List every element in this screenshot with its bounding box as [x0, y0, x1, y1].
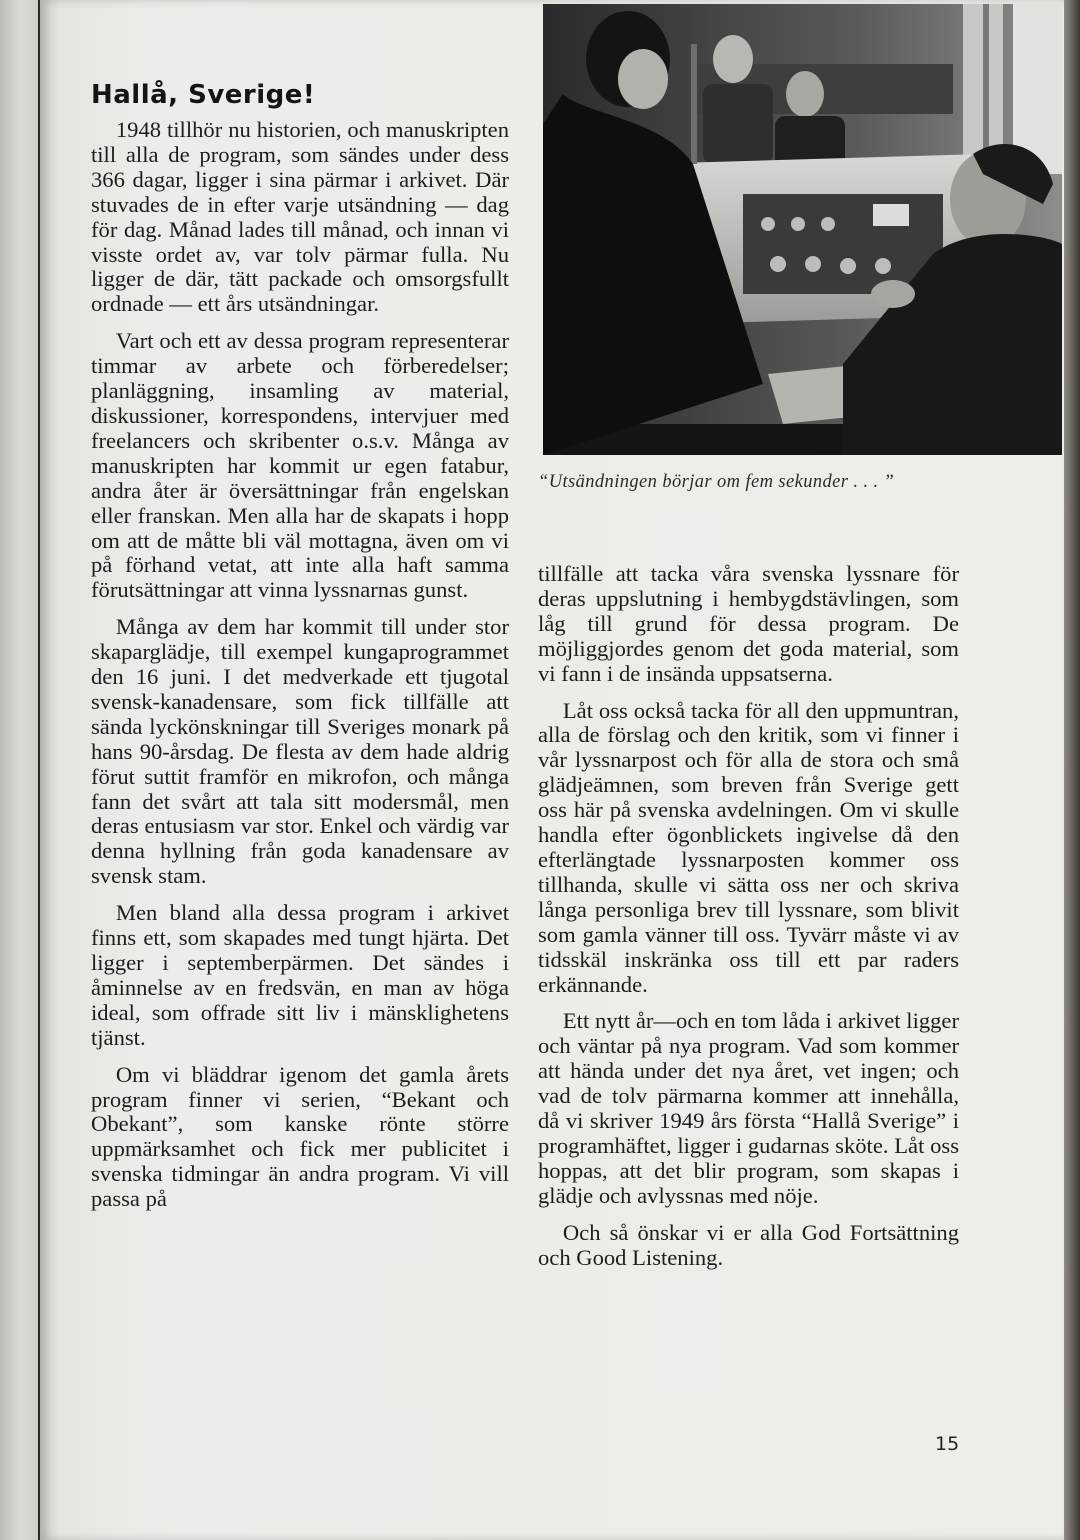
paragraph: Många av dem har kommit till under stor skaparglädje, till exempel kungaprogrammet den 16 juni. I det medverkade ett tjugotal svensk-kanadensare, som fick tillfälle att sända lyckönskningar till Sveriges monark på hans 90-årsdag. De flesta av dem hade aldrig förut suttit framför en mikrofon, och många fann det svårt att tala sitt modersmål, men deras entusiasm var stor. Enkel och värdig var denna hyllning från goda kanadensare av svensk stam. — [91, 614, 509, 889]
previous-page-edge — [0, 0, 38, 1540]
left-text-column — [91, 118, 509, 1224]
page-number: 15 — [935, 1433, 960, 1455]
photo-caption: “Utsändningen börjar om fem sekunder . . . ” — [538, 472, 895, 492]
magazine-page — [40, 0, 1064, 1540]
paragraph: Om vi bläddrar igenom det gamla årets program finner vi serien, “Bekant och Obekant”, som kanske rönte större uppmärksamhet och fick mer publicitet i svenska tidmingar än andra program. Vi vill passa på — [91, 1061, 509, 1212]
paragraph: Vart och ett av dessa program representerar timmar av arbete och förberedelser; planläggning, insamling av material, diskussioner, korrespondens, intervjuer med freelancers och skribenter o.s.v. Många av manuskripten har kommit ur egen fatabur, andra åter är översättningar från engelskan eller franskan. Men alla har de skapats i hopp om att de måtte bli väl mottagna, även om vi på förhand vetat, att inte alla haft samma förutsättningar att vinna lyssnarnas gunst. — [91, 328, 509, 603]
right-text-column — [538, 562, 959, 1282]
paragraph: 1948 tillhör nu historien, och manuskripten till alla de program, som sändes under dess 366 dagar, ligger i sina pärmar i arkivet. Där stuvades de in efter varje utsändning — dag för dag. Månad lades till månad, och innan vi visste ordet av, var tolv pärmar fulla. Nu ligger de där, tätt packade och omsorgsfullt ordnade — ett års utsändningar. — [91, 117, 509, 317]
paragraph: Och så önskar vi er alla God Fortsättning och Good Listening. — [538, 1219, 959, 1270]
paragraph: tillfälle att tacka våra svenska lyssnare för deras uppslutning i hembygdstävlingen, som låg till grund för dessa program. De möjliggjordes genom det goda material, som vi fann i de insända uppsatserna. — [538, 561, 959, 686]
article-title: Hallå, Sverige! — [91, 80, 316, 110]
paragraph: Men bland alla dessa program i arkivet finns ett, som skapades med tungt hjärta. Det ligger i septemberpärmen. Det sändes i åminnelse av en fredsvän, en man av höga ideal, som offrade sitt liv i mänsklighetens tjänst. — [91, 900, 509, 1050]
photo-illustration — [543, 4, 1062, 455]
paragraph: Ett nytt år—och en tom låda i arkivet ligger och väntar på nya program. Vad som kommer att hända under det nya året, vet ingen; och vad de tolv pärmarna kommer att innehålla, då vi skriver 1949 års första “Hallå Sverige” i programhäftet, ligger i gudarnas sköte. Låt oss hoppas, att det blir program, som skapas i glädje och avlyssnas med nöje. — [538, 1008, 959, 1208]
radio-studio-photo — [543, 4, 1062, 455]
paragraph: Låt oss också tacka för all den uppmuntran, alla de förslag och den kritik, som vi finner i vår lyssnarpost och för alla de stora och små glädjeämnen, som breven från Sverige gett oss här på svenska avdelningen. Om vi skulle handla efter ögonblickets ingivelse då den efterlängtade lyssnarposten kommer oss tillhanda, skulle vi sätta oss ner och skriva långa personliga brev till lyssnare, som blivit som gamla vänner till oss. Tyvärr måste vi av tidsskäl inskränka oss till ett par raders erkännande. — [538, 697, 959, 997]
page-edge-shadow — [1064, 0, 1080, 1540]
